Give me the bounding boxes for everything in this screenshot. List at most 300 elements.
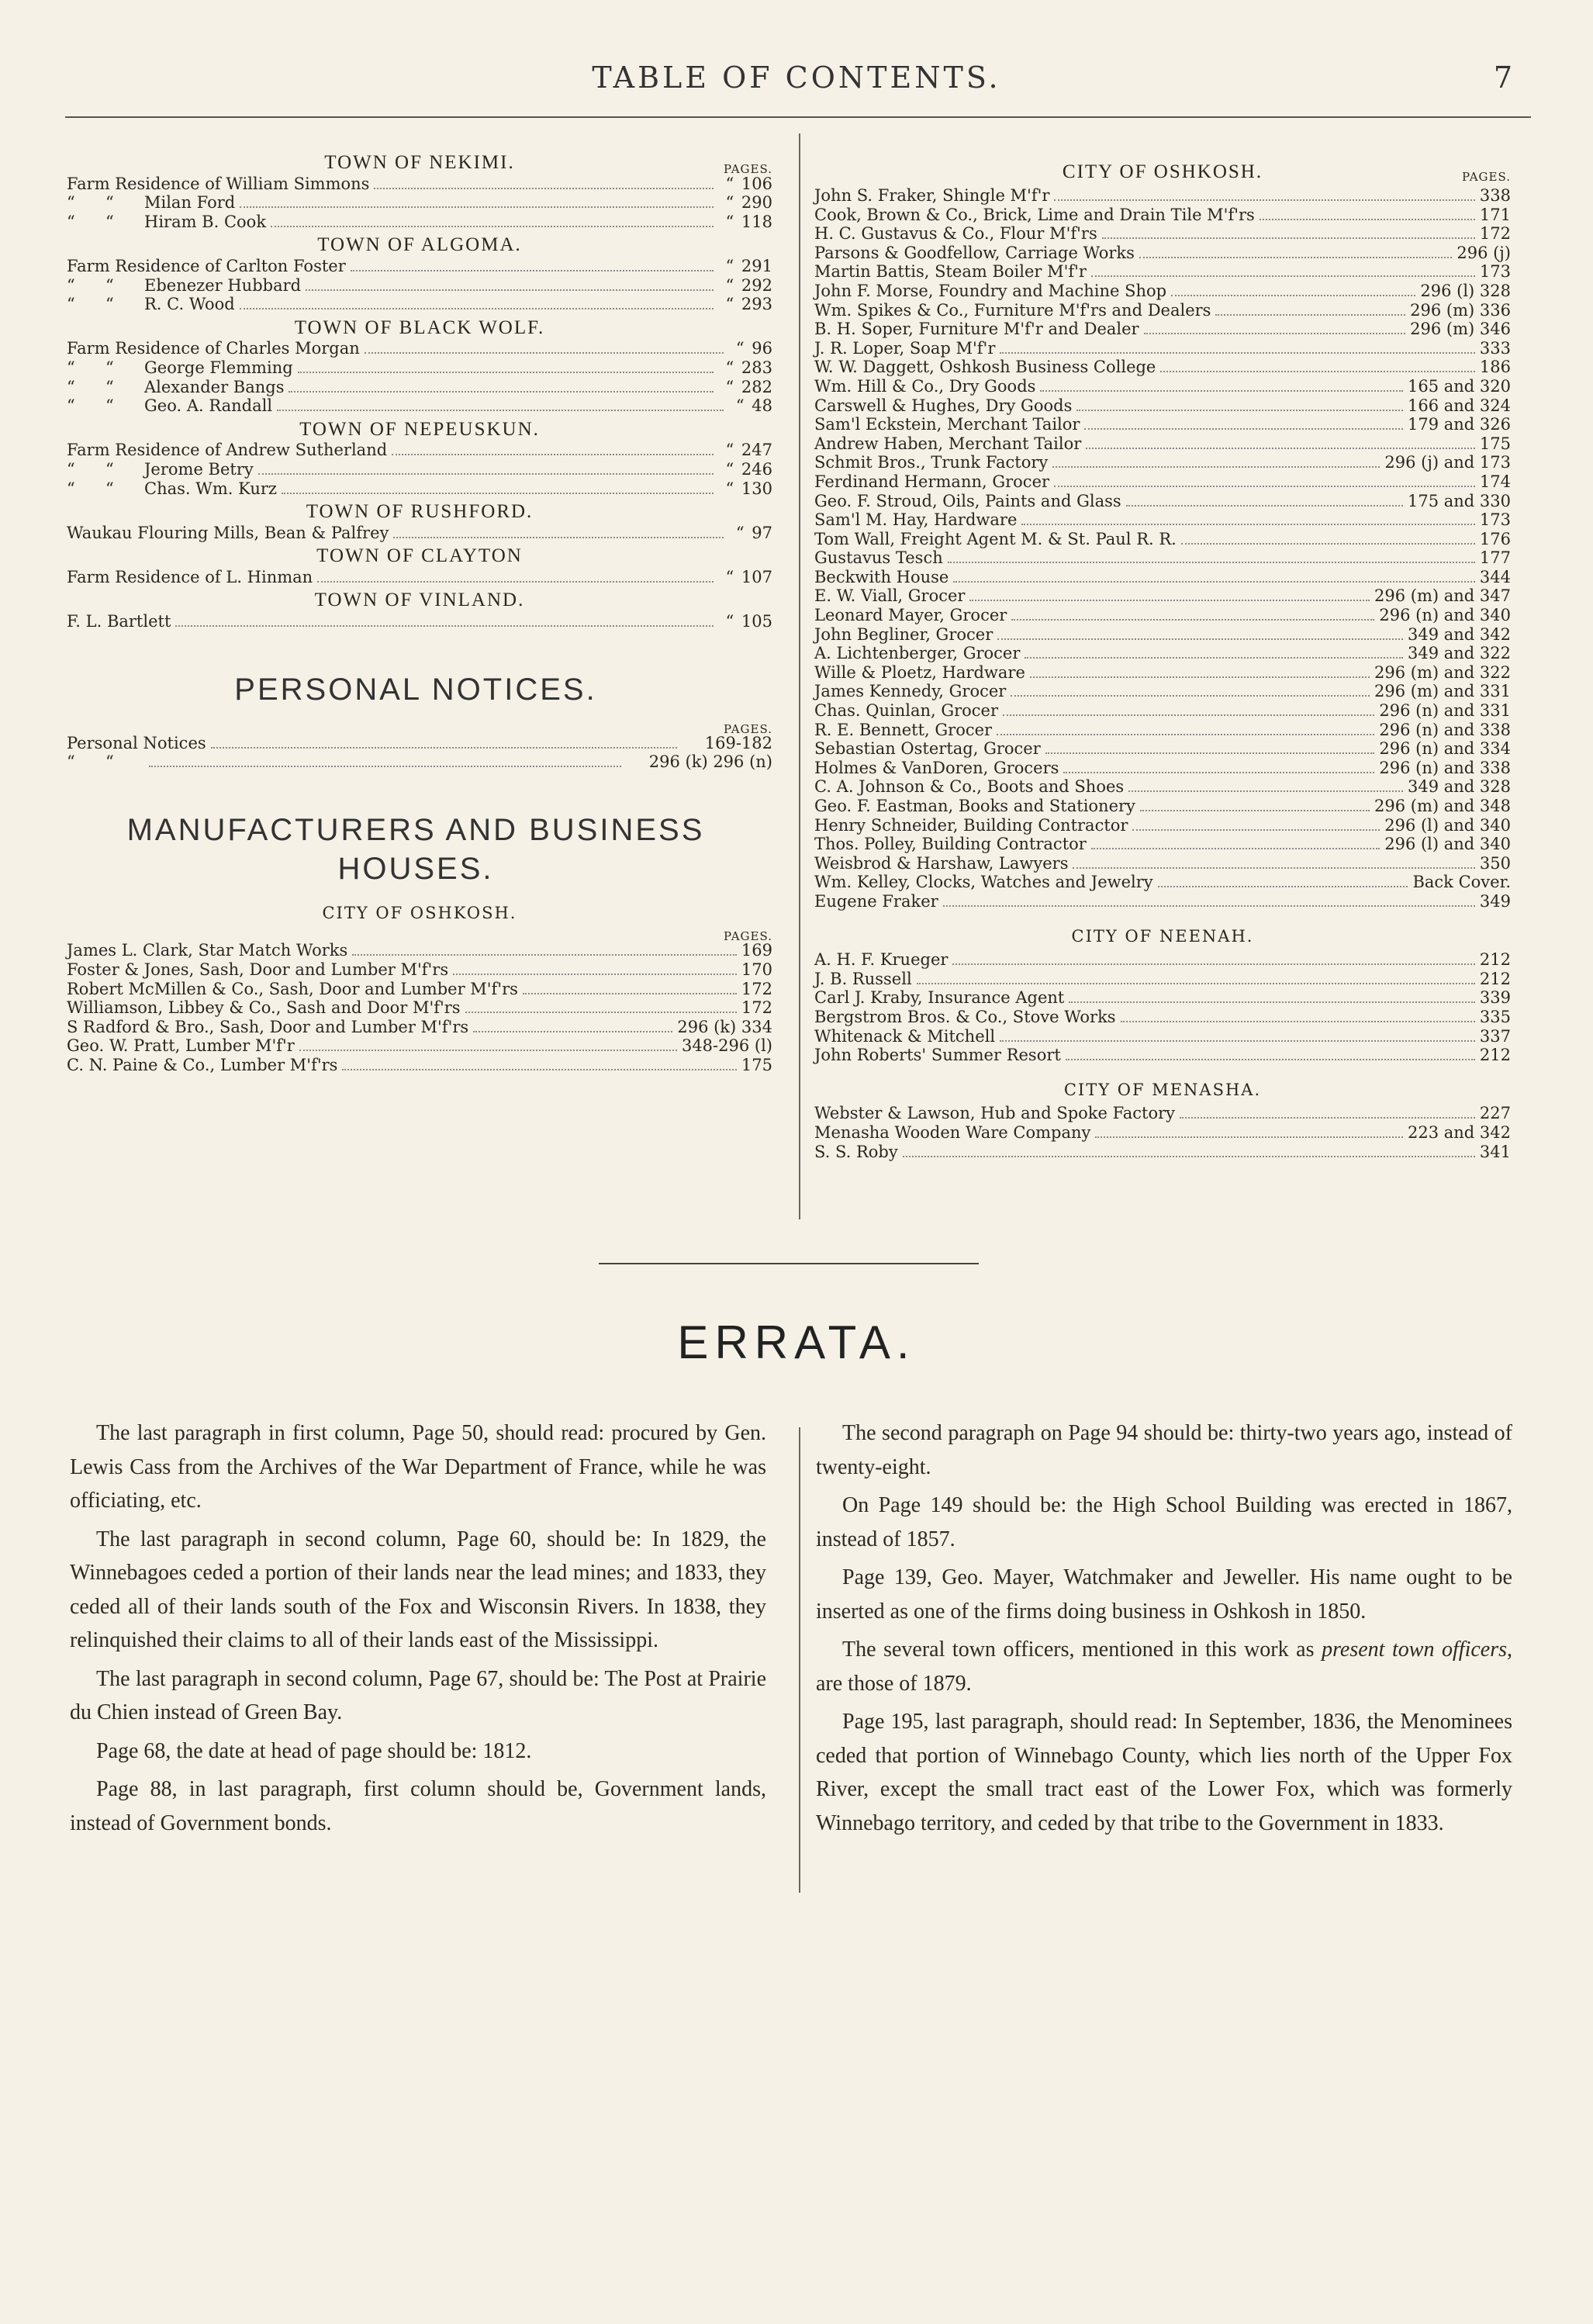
entry-label: Carswell & Hughes, Dry Goods [814, 396, 1073, 415]
entry-label: Wm. Kelley, Clocks, Watches and Jewelry [814, 873, 1153, 892]
entry-label: Schmit Bros., Trunk Factory [814, 453, 1049, 472]
ditto-mark: “ [67, 479, 75, 498]
ditto-mark: “ [105, 459, 114, 479]
toc-entry-row [67, 193, 772, 213]
entry-page: 349 and 328 [1407, 777, 1511, 797]
entry-page: 344 [1479, 567, 1511, 586]
dot-leader [1102, 237, 1475, 239]
toc-entry-row [814, 1008, 1511, 1027]
toc-entry-row [814, 854, 1511, 873]
ditto-mark: “ [105, 752, 114, 772]
ditto-mark: “ [67, 459, 75, 479]
ditto-marks [67, 396, 144, 416]
toc-entry-row [814, 282, 1511, 301]
entry-page: 296 (k) 334 [677, 1017, 772, 1036]
entry-label: Williamson, Libbey & Co., Sash and Door M'f'rs [67, 998, 461, 1018]
errata-text: , are those of 1879. [816, 1638, 1512, 1696]
errata-paragraph: The last paragraph in first column, Page 50, should read: procured by Gen. Lewis Cass from the Archives of the War Department of France, while he was officiating, etc. [70, 1421, 766, 1513]
dot-leader [1069, 1001, 1475, 1003]
ditto-mark: “ [725, 212, 734, 231]
dot-leader [953, 581, 1475, 583]
errata-text: The second paragraph on Page 94 should be: thirty-two years ago, instead of twenty-eight. [816, 1421, 1512, 1479]
entry-label: C. N. Paine & Co., Lumber M'f'rs [67, 1056, 338, 1074]
errata-italic-text: present town officers [1322, 1638, 1507, 1662]
city-oshkosh-title: CITY OF OSHKOSH. [1062, 161, 1263, 182]
manufacturers-section [67, 811, 772, 1075]
dot-leader [1073, 867, 1474, 869]
toc-entry-row [67, 276, 772, 296]
entry-label: Farm Residence of L. Hinman [67, 567, 313, 586]
entry-label: W. W. Daggett, Oshkosh Business College [814, 358, 1156, 377]
entry-label: Chas. Quinlan, Grocer [814, 701, 999, 721]
entry-label: Beckwith House [814, 567, 949, 586]
dot-leader [351, 270, 714, 271]
dot-leader [1128, 790, 1403, 792]
entry-label: Wm. Hill & Co., Dry Goods [814, 376, 1036, 396]
toc-entry-row [814, 1123, 1511, 1143]
ditto-mark: “ [725, 377, 734, 396]
entry-page: 341 [1479, 1142, 1511, 1161]
town-title: TOWN OF ALGOMA. [317, 234, 522, 256]
ditto-mark: “ [105, 275, 114, 295]
entry-page: 296 (l) and 340 [1384, 815, 1511, 835]
toc-entry-row [67, 734, 772, 753]
entry-label: J. R. Loper, Soap M'f'r [814, 338, 996, 358]
entry-label: Bergstrom Bros. & Co., Stove Works [814, 1007, 1116, 1026]
entry-label: Jerome Betry [144, 459, 254, 479]
toc-entry-row [67, 524, 772, 543]
entry-page: 296 (k) 296 (n) [648, 752, 772, 772]
toc-entry-row [814, 950, 1511, 970]
entry-label: Menasha Wooden Ware Company [814, 1122, 1091, 1142]
entry-label: Foster & Jones, Sash, Door and Lumber M'f'rs [67, 960, 449, 980]
entry-label: James Kennedy, Grocer [814, 682, 1007, 701]
ditto-mark: “ [735, 523, 745, 542]
entry-label: E. W. Viall, Grocer [814, 586, 966, 606]
entry-page: 283 [741, 358, 772, 377]
dot-leader [969, 600, 1370, 601]
errata-text: Page 139, Geo. Mayer, Watchmaker and Jeweller. His name ought to be inserted as one of the firms doing business in Oshkosh in 1850. [816, 1565, 1512, 1624]
entry-label: Milan Ford [144, 193, 236, 213]
entry-page: 171 [1479, 205, 1511, 224]
ditto-mark: “ [105, 396, 114, 416]
ditto-mark: “ [735, 396, 745, 416]
pages-header: PAGES. [724, 929, 772, 944]
toc-entry-row [814, 434, 1511, 454]
ditto-marks [67, 460, 144, 479]
entry-page: 227 [1479, 1104, 1511, 1123]
toc-entry-row [814, 186, 1511, 206]
entry-label: S. S. Roby [814, 1142, 898, 1161]
errata-paragraph: Page 88, in last paragraph, first column should be, Government lands, instead of Government bonds. [70, 1777, 766, 1835]
town-title: TOWN OF NEPEUSKUN. [299, 418, 540, 440]
entry-label: Geo. A. Randall [144, 396, 273, 416]
toc-entry-row [814, 453, 1511, 472]
entry-page: 96 [752, 339, 772, 358]
ditto-mark: “ [105, 193, 114, 213]
dot-leader [1025, 657, 1403, 659]
dot-leader [282, 493, 714, 494]
entry-label: Leonard Mayer, Grocer [814, 606, 1007, 625]
entry-label: Sebastian Ostertag, Grocer [814, 739, 1041, 759]
errata-divider [599, 1263, 979, 1264]
toc-entry-row [67, 378, 772, 397]
ditto-mark: “ [67, 275, 75, 295]
entry-label: F. L. Bartlett [67, 612, 171, 631]
entry-page: 296 (n) and 338 [1379, 758, 1511, 777]
towns-section [67, 154, 772, 631]
left-column [67, 149, 772, 1075]
entry-page: 296 (m) and 331 [1374, 682, 1511, 701]
dot-leader [1086, 448, 1475, 449]
errata-paragraph [816, 1633, 1512, 1700]
entry-page: 296 (n) and 338 [1379, 720, 1511, 739]
dot-leader [1045, 752, 1375, 754]
toc-entry-row [814, 396, 1511, 416]
toc-entry-row [814, 777, 1511, 797]
dot-leader [1011, 619, 1374, 621]
entry-label: Farm Residence of Carlton Foster [67, 256, 346, 275]
dot-leader [453, 974, 737, 975]
toc-entry-row [67, 213, 772, 232]
ditto-mark: “ [725, 193, 734, 213]
dot-leader [1095, 1136, 1403, 1138]
toc-entry-row [814, 739, 1511, 759]
entry-page: 169-182 [704, 733, 772, 752]
entry-page: 173 [1479, 510, 1511, 530]
town-title: TOWN OF BLACK WOLF. [294, 316, 545, 338]
errata-paragraph [816, 1561, 1512, 1628]
errata-paragraph: The last paragraph in second column, Page 60, should be: In 1829, the Winnebagoes ceded a portion of their lands near the lead mines; and 1833, they ceded all of their lands south of the Fox and Wisconsin Rivers. In 1838, they relinquished their claims to all of their lands east of the Mississippi. [70, 1527, 766, 1652]
dot-leader [289, 391, 713, 393]
entry-label: Personal Notices [67, 733, 206, 752]
entry-label: Parsons & Goodfellow, Carriage Works [814, 243, 1135, 262]
entry-label: R. C. Wood [144, 295, 235, 314]
town-title: TOWN OF CLAYTON [316, 545, 523, 567]
town-title: TOWN OF VINLAND. [314, 590, 525, 611]
page-number: 7 [1493, 61, 1512, 95]
dot-leader [277, 410, 724, 411]
entry-label: Andrew Haben, Merchant Tailor [814, 434, 1082, 453]
toc-entry-row [67, 257, 772, 276]
entry-label: B. H. Soper, Furniture M'f'r and Dealer [814, 320, 1139, 339]
dot-leader [1054, 199, 1474, 201]
entry-page: 186 [1479, 358, 1511, 377]
toc-entry-row [814, 835, 1511, 854]
ditto-mark: “ [725, 256, 734, 275]
dot-leader [917, 983, 1475, 984]
entry-page: 291 [741, 256, 772, 275]
dot-leader [523, 993, 737, 994]
toc-entry-row [814, 472, 1511, 492]
dot-leader [392, 454, 714, 455]
entry-label: Chas. Wm. Kurz [144, 479, 277, 498]
dot-leader [1003, 714, 1374, 716]
right-column [814, 163, 1511, 1161]
entry-page: 172 [741, 998, 772, 1018]
ditto-marks [67, 276, 144, 296]
entry-label: Sam'l M. Hay, Hardware [814, 510, 1018, 530]
city-menasha-title: CITY OF MENASHA. [1063, 1080, 1262, 1099]
entry-page: 296 (m) 336 [1410, 300, 1511, 320]
dot-leader [1091, 848, 1380, 849]
dot-leader [1076, 410, 1403, 411]
pages-header: PAGES. [724, 162, 772, 176]
toc-entry-row [67, 1056, 772, 1075]
entry-page: 175 [741, 1056, 772, 1074]
dot-leader [342, 1069, 736, 1070]
dot-leader [948, 562, 1475, 563]
manufacturers-title: MANUFACTURERS AND BUSINESS HOUSES. [126, 812, 705, 886]
toc-entry-row [67, 998, 772, 1018]
toc-entry-row [814, 530, 1511, 549]
personal-notices-title: PERSONAL NOTICES. [234, 672, 597, 707]
pages-header: PAGES. [1462, 170, 1511, 184]
entry-label: Geo. F. Stroud, Oils, Paints and Glass [814, 491, 1121, 510]
toc-entry-row [814, 1143, 1511, 1162]
toc-entry-row [814, 377, 1511, 396]
ditto-mark: “ [67, 377, 75, 396]
dot-leader [306, 289, 714, 291]
dot-leader [1066, 1059, 1475, 1060]
column-divider-top [799, 133, 800, 1219]
toc-entry-row [814, 262, 1511, 282]
errata-title: ERRATA. [677, 1316, 916, 1368]
dot-leader [1121, 1021, 1475, 1022]
toc-entry-row [814, 206, 1511, 225]
dot-leader [1171, 295, 1415, 296]
town-title: TOWN OF NEKIMI. [324, 152, 515, 173]
entry-label: Geo. F. Eastman, Books and Stationery [814, 797, 1135, 815]
entry-label: John S. Fraker, Shingle M'f'r [814, 186, 1050, 205]
entry-page: 212 [1479, 969, 1511, 988]
toc-entry-row [67, 1036, 772, 1056]
entry-label: A. Lichtenberger, Grocer [814, 644, 1021, 663]
errata-paragraph: The last paragraph in second column, Page 67, should be: The Post at Prairie du Chien instead of Green Bay. [70, 1666, 766, 1724]
entry-label: George Flemming [144, 358, 293, 377]
entry-page: 173 [1479, 262, 1511, 282]
entry-page: 296 (m) and 348 [1374, 797, 1511, 815]
entry-page: 333 [1479, 338, 1511, 358]
entry-page: 107 [741, 567, 772, 586]
dot-leader [211, 747, 677, 749]
dot-leader [299, 1050, 677, 1051]
entry-page: Back Cover. [1412, 873, 1511, 892]
town-title: TOWN OF RUSHFORD. [306, 501, 534, 523]
toc-entry-row [67, 1018, 772, 1037]
dot-leader [393, 537, 724, 538]
toc-entry-row [67, 339, 772, 358]
entry-page: 172 [741, 979, 772, 998]
entry-label: Ebenezer Hubbard [144, 275, 302, 295]
dot-leader [1139, 257, 1452, 258]
dot-leader [1030, 676, 1370, 678]
entry-label: Holmes & VanDoren, Grocers [814, 758, 1059, 777]
toc-entry-row [814, 244, 1511, 263]
ditto-marks [67, 193, 144, 213]
entry-page: 212 [1479, 1046, 1511, 1065]
entry-label: John F. Morse, Foundry and Machine Shop [814, 281, 1167, 300]
errata-text: The several town officers, mentioned in this work as [842, 1638, 1322, 1662]
toc-entry-row [814, 358, 1511, 377]
dot-leader [1000, 1040, 1475, 1042]
toc-entry-row [814, 988, 1511, 1008]
entry-page: 293 [741, 295, 772, 314]
dot-leader [473, 1031, 672, 1032]
entry-label: J. B. Russell [814, 969, 912, 988]
entry-label: Henry Schneider, Building Contractor [814, 815, 1128, 835]
dot-leader [1140, 810, 1370, 811]
ditto-mark: “ [725, 275, 734, 295]
entry-page: 175 and 330 [1407, 491, 1511, 510]
toc-entry-row [814, 568, 1511, 587]
entry-page: 48 [752, 396, 772, 416]
entry-page: 292 [741, 275, 772, 295]
entry-page: 177 [1479, 548, 1511, 568]
entry-page: 335 [1479, 1007, 1511, 1026]
entry-page: 296 (m) and 322 [1374, 662, 1511, 682]
toc-entry-row [67, 441, 772, 460]
ditto-mark: “ [725, 295, 734, 314]
toc-entry-row [814, 625, 1511, 645]
entry-page: 296 (n) and 334 [1379, 739, 1511, 759]
errata-left-column [70, 1416, 766, 1840]
ditto-marks [67, 358, 144, 378]
entry-label: Geo. W. Pratt, Lumber M'f'r [67, 1036, 295, 1056]
city-neenah-title: CITY OF NEENAH. [1071, 926, 1254, 946]
pages-header: PAGES. [724, 721, 772, 736]
city-oshkosh-subtitle: CITY OF OSHKOSH. [322, 903, 517, 922]
toc-entry-row [67, 960, 772, 980]
toc-entry-row [814, 1046, 1511, 1065]
dot-leader [1126, 505, 1403, 507]
ditto-mark: “ [105, 377, 114, 396]
toc-entry-row [67, 612, 772, 631]
errata-text: On Page 149 should be: the High School Building was erected in 1867, instead of 1857. [816, 1493, 1512, 1551]
toc-entry-row [67, 980, 772, 999]
toc-entry-row [67, 752, 772, 772]
dot-leader [997, 638, 1403, 640]
toc-entry-row [814, 970, 1511, 989]
entry-label: Tom Wall, Freight Agent M. & St. Paul R. R. [814, 529, 1177, 548]
toc-entry-row [814, 1027, 1511, 1046]
dot-leader [1063, 772, 1374, 773]
ditto-marks [67, 479, 144, 499]
page-title: TABLE OF CONTENTS. [592, 61, 1001, 95]
dot-leader [903, 1156, 1475, 1157]
entry-page: 105 [741, 612, 772, 631]
dot-leader [271, 226, 714, 227]
toc-entry-row [67, 358, 772, 378]
toc-entry-row [67, 175, 772, 194]
dot-leader [149, 766, 621, 767]
entry-label: Eugene Fraker [814, 891, 938, 911]
ditto-mark: “ [725, 612, 734, 631]
entry-page: 296 (l) 328 [1420, 281, 1511, 300]
entry-page: 296 (l) and 340 [1384, 835, 1511, 854]
entry-label: John Begliner, Grocer [814, 624, 993, 644]
entry-page: 130 [741, 479, 772, 498]
entry-label: Wille & Ploetz, Hardware [814, 662, 1025, 682]
dot-leader [1021, 524, 1475, 525]
entry-page: 337 [1479, 1026, 1511, 1046]
ditto-mark: “ [67, 193, 75, 213]
toc-entry-row [814, 1104, 1511, 1123]
dot-leader [1181, 543, 1475, 545]
ditto-mark: “ [67, 396, 75, 416]
ditto-mark: “ [725, 567, 734, 586]
entry-page: 176 [1479, 529, 1511, 548]
entry-page: 106 [741, 174, 772, 193]
dot-leader [465, 1012, 737, 1013]
toc-entry-row [814, 339, 1511, 358]
dot-leader [1180, 1117, 1475, 1119]
toc-entry-row [814, 492, 1511, 511]
toc-entry-row [814, 759, 1511, 778]
dot-leader [1091, 275, 1475, 277]
dot-leader [365, 352, 724, 354]
entry-page: 349 and 322 [1407, 644, 1511, 663]
toc-entry-row [67, 460, 772, 479]
ditto-mark: “ [105, 212, 114, 231]
toc-entry-row [814, 816, 1511, 835]
errata-paragraph [816, 1416, 1512, 1484]
entry-label: Thos. Polley, Building Contractor [814, 835, 1087, 854]
ditto-mark: “ [725, 479, 734, 498]
entry-label: Webster & Lawson, Hub and Spoke Factory [814, 1104, 1176, 1123]
toc-entry-row [814, 586, 1511, 606]
toc-entry-row [814, 301, 1511, 320]
entry-page: 166 and 324 [1407, 396, 1511, 415]
toc-entry-row [814, 644, 1511, 663]
dot-leader [1160, 371, 1475, 372]
entry-page: 339 [1479, 988, 1511, 1008]
toc-entry-row [67, 568, 772, 587]
ditto-mark: “ [725, 358, 734, 377]
entry-label: Ferdinand Hermann, Grocer [814, 472, 1050, 491]
toc-entry-row [814, 892, 1511, 911]
entry-label: R. E. Bennett, Grocer [814, 720, 993, 739]
errata-paragraph [816, 1489, 1512, 1556]
entry-page: 349 [1479, 891, 1511, 911]
toc-entry-row [814, 606, 1511, 625]
dot-leader [240, 308, 714, 310]
dot-leader [298, 372, 714, 373]
entry-label: S Radford & Bro., Sash, Door and Lumber M'f'rs [67, 1017, 469, 1036]
dot-leader [943, 905, 1475, 907]
toc-entry-row [814, 510, 1511, 530]
ditto-marks [67, 295, 144, 314]
toc-entry-row [814, 320, 1511, 339]
entry-page: 348-296 (l) [681, 1036, 772, 1056]
entry-page: 296 (m) and 347 [1374, 586, 1511, 606]
ditto-mark: “ [67, 212, 75, 231]
toc-entry-row [67, 396, 772, 416]
dot-leader [258, 473, 714, 475]
entry-page: 350 [1479, 853, 1511, 873]
entry-label: Martin Battis, Steam Boiler M'f'r [814, 262, 1087, 282]
entry-page: 296 (n) and 331 [1379, 701, 1511, 721]
toc-entry-row [814, 721, 1511, 740]
entry-page: 246 [741, 459, 772, 479]
entry-page: 296 (j) and 173 [1384, 453, 1511, 472]
entry-label: Weisbrod & Harshaw, Lawyers [814, 853, 1069, 873]
header-rule [65, 116, 1531, 118]
entry-label: C. A. Johnson & Co., Boots and Shoes [814, 777, 1125, 797]
entry-page: 290 [741, 193, 772, 213]
ditto-marks [67, 378, 144, 397]
entry-label: Sam'l Eckstein, Merchant Tailor [814, 415, 1080, 434]
